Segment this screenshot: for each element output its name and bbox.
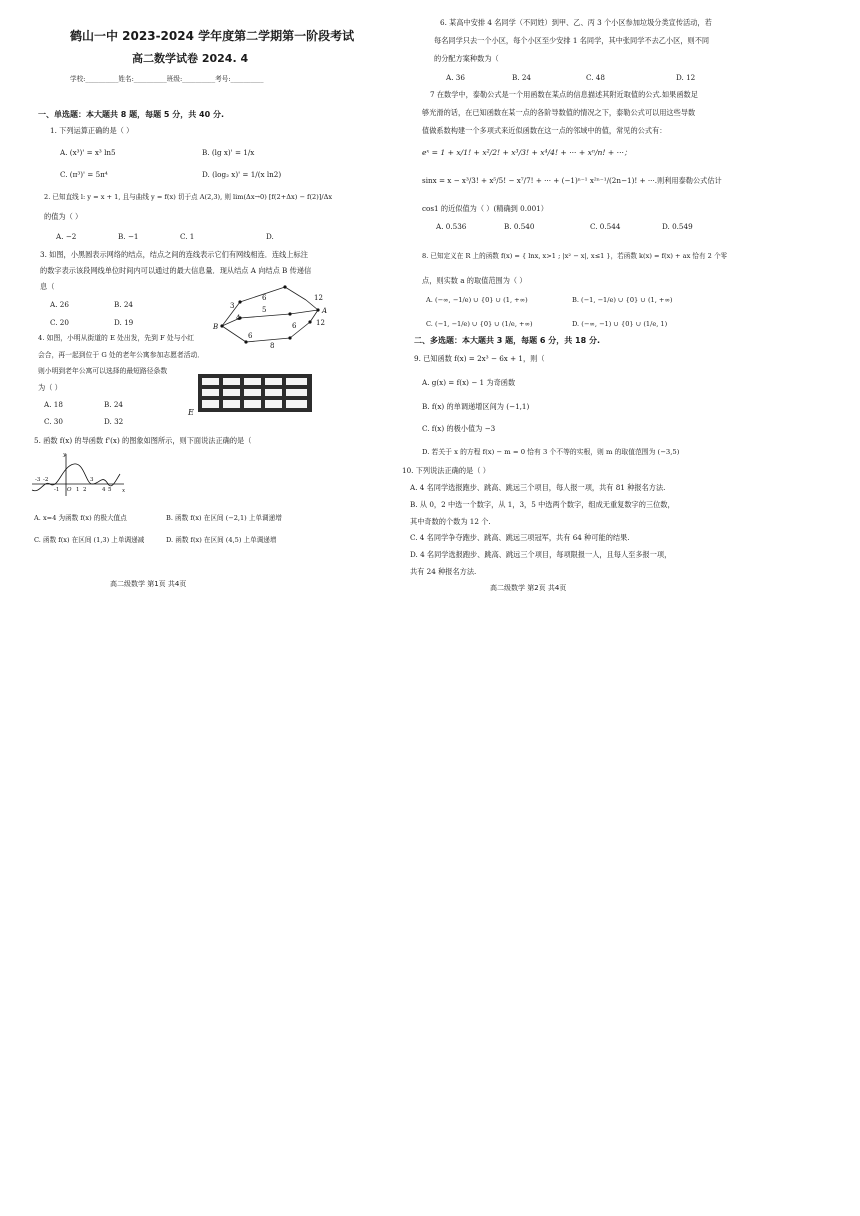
- q7-line-4: cos1 的近似值为（ ）(精确到 0.001）: [422, 204, 548, 213]
- q5-option-a: A. x=4 为函数 f(x) 的极大值点: [34, 514, 127, 522]
- q2-option-a: A. −2: [56, 232, 77, 241]
- q10-option-b-line-1: B. 从 0，2 中选一个数字，从 1，3，5 中选两个数字，组成无重复数字的三位数，: [410, 500, 675, 509]
- q9-stem: 9. 已知函数 f(x) = 2x³ − 6x + 1，则（: [414, 354, 545, 363]
- q6-line-3: 的分配方案种数为（: [434, 54, 499, 63]
- q7-option-b: B. 0.540: [504, 222, 535, 231]
- tick-minus-2: -2: [43, 477, 49, 483]
- network-diagram: [210, 282, 340, 352]
- q9-option-a: A. g(x) = f(x) − 1 为奇函数: [422, 378, 516, 387]
- tick-5: 5: [108, 487, 112, 493]
- q3-option-a: A. 26: [50, 300, 69, 309]
- q5-option-d: D. 函数 f(x) 在区间 (4,5) 上单调递增: [166, 536, 277, 544]
- q4-line-4: 为（ ）: [38, 383, 62, 392]
- edge-label-2: 4: [236, 314, 241, 322]
- q6-option-b: B. 24: [512, 73, 531, 82]
- exam-page-2: [400, 0, 840, 610]
- q7-option-d: D. 0.549: [662, 222, 693, 231]
- q3-option-b: B. 24: [114, 300, 133, 309]
- node-a-label: A: [322, 307, 328, 315]
- q4-option-c: C. 30: [44, 417, 63, 426]
- q1-option-b: B. (lg x)' = 1/x: [202, 148, 255, 157]
- tick-minus-1: -1: [54, 487, 60, 493]
- q8-option-c: C. (−1, −1/e) ∪ {0} ∪ (1/e, +∞): [426, 320, 533, 328]
- q5-option-b: B. 函数 f(x) 在区间 (−2,1) 上单调递增: [166, 514, 282, 522]
- exam-page-1: [30, 0, 410, 610]
- q2-option-c: C. 1: [180, 232, 195, 241]
- q7-line-3: 值做系数构建一个多项式来近似函数在这一点的邻域中的值，常见的公式有：: [422, 126, 667, 135]
- q6-line-2: 每名同学只去一个小区，每个小区至少安排 1 名同学，其中张同学不去乙小区，则不同: [434, 36, 710, 45]
- student-info-line: 学校:__________姓名:__________班级:__________考号:__________: [70, 75, 264, 83]
- q8-option-d: D. (−∞, −1) ∪ {0} ∪ (1/e, 1): [572, 320, 668, 328]
- exam-title: 鹤山一中 2023-2024 学年度第二学期第一阶段考试: [70, 29, 355, 43]
- edge-label-7: 12: [316, 319, 325, 327]
- q10-option-b-line-2: 其中奇数的个数为 12 个.: [410, 517, 491, 526]
- q3-line-3: 息（: [40, 282, 55, 291]
- edge-label-6: 6: [292, 322, 297, 330]
- q3-option-c: C. 20: [50, 318, 69, 327]
- origin-label: O: [67, 487, 72, 493]
- q3-option-d: D. 19: [114, 318, 134, 327]
- q2-option-b: B. −1: [118, 232, 139, 241]
- page-1-footer: 高二级数学 第1页 共4页: [110, 580, 187, 588]
- q3-line-1: 3. 如图，小黑圆表示网络的结点，结点之间的连线表示它们有网线相连．连线上标注: [40, 250, 308, 259]
- q4-option-d: D. 32: [104, 417, 124, 426]
- q1-option-c: C. (π³)' = 5π⁴: [60, 170, 108, 179]
- q4-option-b: B. 24: [104, 400, 123, 409]
- section-single-choice: 一、单选题：本大题共 8 题，每题 5 分，共 40 分.: [38, 110, 225, 119]
- edge-label-8: 6: [248, 332, 253, 340]
- q2-stem: 2. 已知直线 l: y = x + 1, 且与曲线 y = f(x) 切于点 A(2,3), 则 lim(Δx→0) [f(2+Δx) − f(2)]/Δx: [44, 193, 333, 201]
- edge-label-3: 6: [262, 294, 267, 302]
- edge-label-4: 12: [314, 294, 323, 302]
- point-e-label: E: [188, 408, 194, 417]
- tick-1: 1: [76, 487, 80, 493]
- y-axis-label: y: [63, 452, 67, 458]
- q10-option-d-line-2: 共有 24 种报名方法.: [410, 567, 477, 576]
- q2-stem-2: 的值为（ ）: [44, 212, 83, 221]
- q10-option-a: A. 4 名同学选报跑步、跳高、跳远三个项目，每人报一项，共有 81 种报名方法.: [410, 483, 666, 492]
- q1-option-a: A. (x³)' = x³ ln5: [60, 148, 116, 157]
- edge-label-9: 8: [270, 342, 275, 350]
- tick-2: 2: [83, 487, 87, 493]
- q9-option-c: C. f(x) 的极小值为 −3: [422, 424, 496, 433]
- edge-label-1: 3: [230, 302, 235, 310]
- q5-stem: 5. 函数 f(x) 的导函数 f'(x) 的图象如图所示，则下面说法正确的是（: [34, 436, 252, 445]
- tick-minus-3: -3: [35, 477, 41, 483]
- q6-line-1: 6. 某高中安排 4 名同学（不同姓）到甲、乙、丙 3 个小区参加垃圾分类宣传活动，若: [440, 18, 712, 27]
- q1-option-d: D. (log₂ x)' = 1/(x ln2): [202, 170, 282, 179]
- q8-option-b: B. (−1, −1/e) ∪ {0} ∪ (1, +∞): [572, 296, 673, 304]
- q6-option-a: A. 36: [446, 73, 465, 82]
- node-b-label: B: [213, 323, 219, 331]
- exam-subtitle: 高二数学试卷 2024. 4: [132, 52, 249, 65]
- edge-label-5: 5: [262, 306, 267, 314]
- q7-formula-sin: sinx = x − x³/3! + x⁵/5! − x⁷/7! + ··· + (−1)ⁿ⁻¹ x²ⁿ⁻¹/(2n−1)! + ···.则利用泰勒公式估计: [422, 176, 722, 185]
- q10-stem: 10. 下列说法正确的是（ ）: [402, 466, 490, 475]
- q7-option-a: A. 0.536: [436, 222, 467, 231]
- q10-option-d-line-1: D. 4 名同学选报跑步、跳高、跳远三个项目，每项限报一人，且每人至多报一项，: [410, 550, 672, 559]
- q6-option-d: D. 12: [676, 73, 696, 82]
- q7-formula-exp: eˣ = 1 + x/1! + x²/2! + x³/3! + x⁴/4! + ··· + xⁿ/n! + ···；: [422, 148, 632, 157]
- q4-option-a: A. 18: [44, 400, 63, 409]
- q7-line-2: 够光滑的话，在已知函数在某一点的各阶导数值的情况之下，泰勒公式可以用这些导数: [422, 108, 696, 117]
- street-grid-figure: [184, 372, 316, 416]
- q7-option-c: C. 0.544: [590, 222, 621, 231]
- q9-option-d: D. 若关于 x 的方程 f(x) − m = 0 恰有 3 个不等的实根，则 m 的取值范围为 (−3,5): [422, 448, 680, 456]
- q5-option-c: C. 函数 f(x) 在区间 (1,3) 上单调递减: [34, 536, 145, 544]
- q1-stem: 1. 下列运算正确的是（ ）: [50, 126, 134, 135]
- q4-line-3: 则小明到老年公寓可以选择的最短路径条数: [38, 367, 168, 375]
- section-multiple-choice: 二、多选题：本大题共 3 题，每题 6 分，共 18 分.: [414, 336, 601, 345]
- derivative-graph: [32, 450, 132, 498]
- q2-option-d: D.: [266, 232, 274, 241]
- page-2-footer: 高二级数学 第2页 共4页: [490, 584, 567, 592]
- q6-option-c: C. 48: [586, 73, 605, 82]
- q4-line-2: 会合，再一起到位于 G 处的老年公寓参加志愿者活动．: [38, 351, 205, 359]
- tick-3: 3: [90, 477, 94, 483]
- q7-line-1: 7 在数学中，泰勒公式是一个用函数在某点的信息描述其附近取值的公式.如果函数足: [430, 90, 698, 99]
- q3-line-2: 的数字表示该段网线单位时间内可以通过的最大信息量．现从结点 A 向结点 B 传递信: [40, 266, 312, 275]
- q8-option-a: A. (−∞, −1/e) ∪ {0} ∪ (1, +∞): [426, 296, 528, 304]
- q9-option-b: B. f(x) 的单调递增区间为 (−1,1): [422, 402, 530, 411]
- q8-line-2: 点，则实数 a 的取值范围为（ ）: [422, 276, 527, 285]
- q10-option-c: C. 4 名同学争夺跑步、跳高、跳远三项冠军，共有 64 种可能的结果.: [410, 533, 630, 542]
- q4-line-1: 4. 如图，小明从街道的 E 处出发，先到 F 处与小红: [38, 334, 195, 342]
- tick-4: 4: [102, 487, 106, 493]
- x-axis-label: x: [122, 488, 126, 494]
- q8-line-1: 8. 已知定义在 R 上的函数 f(x) = { lnx, x>1 ; |x² − x|, x≤1 }，若函数 k(x) = f(x) + ax 恰有 2 个零: [422, 252, 728, 260]
